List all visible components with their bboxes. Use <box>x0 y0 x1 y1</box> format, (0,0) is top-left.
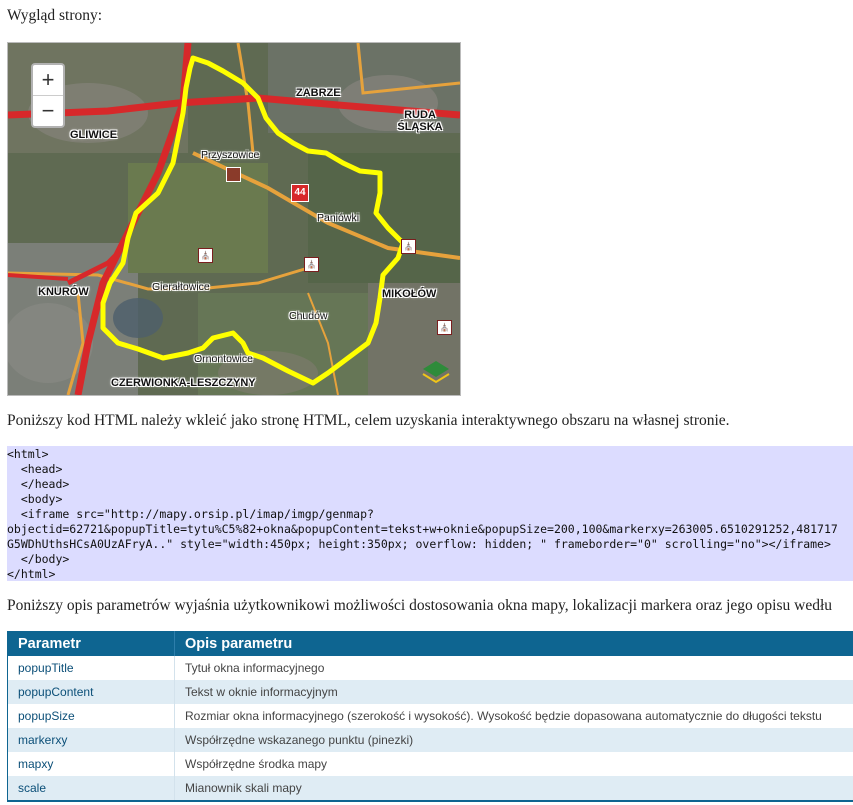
param-name: popupContent <box>8 680 175 704</box>
param-name: scale <box>8 776 175 801</box>
column-header-parameter: Parametr <box>8 631 175 656</box>
param-name: popupSize <box>8 704 175 728</box>
place-label-knurow: KNURÓW <box>38 286 89 298</box>
param-description: Tekst w oknie informacyjnym <box>175 680 853 704</box>
code-line: G5WDhUthsHCsA0UzAFryA.." style="width:450px; height:350px; overflow: hidden; " frameborder="0" scrolling="no"></iframe> <box>7 537 831 551</box>
table-row <box>8 704 853 728</box>
code-line: objectid=62721&popupTitle=tytu%C5%82+okna&popupContent=tekst+w+oknie&popupSize=200,100&markerxy=263005.6510291252,481717 <box>7 522 838 536</box>
code-line: </head> <box>7 477 70 491</box>
place-label-paniowki: Paniówki <box>317 212 360 224</box>
zoom-control <box>31 63 65 128</box>
column-header-description: Opis parametru <box>175 631 853 656</box>
code-line: <html> <box>7 447 49 461</box>
param-description: Współrzędne środka mapy <box>175 752 853 776</box>
code-line: <body> <box>7 492 63 506</box>
param-name: popupTitle <box>8 656 175 680</box>
code-line: </html> <box>7 567 56 581</box>
code-line: </body> <box>7 552 70 566</box>
church-icon: ⛪ <box>198 248 213 263</box>
place-label-czerwionka-leszczyny: CZERWIONKA-LESZCZYNY <box>111 377 256 389</box>
parameters-table <box>7 631 853 802</box>
table-row <box>8 656 853 680</box>
church-icon: ⛪ <box>437 320 452 335</box>
zoom-out-button[interactable]: − <box>33 95 63 126</box>
param-description: Rozmiar okna informacyjnego (szerokość i wysokość). Wysokość będzie dopasowana automatycznie do długości tekstu <box>175 704 853 728</box>
place-label-mikolow: MIKOŁÓW <box>382 288 437 300</box>
place-label-gieraltowice: Gierałtowice <box>152 281 210 293</box>
castle-icon <box>226 167 241 182</box>
code-block[interactable] <box>7 446 853 581</box>
road-number-shield: 44 <box>291 184 309 202</box>
table-row <box>8 776 853 801</box>
code-line: <iframe src="http://mapy.orsip.pl/imap/imgp/genmap? <box>7 507 374 521</box>
church-icon: ⛪ <box>401 239 416 254</box>
page-heading: Wygląd strony: <box>7 7 103 24</box>
map-preview[interactable] <box>7 42 461 396</box>
zoom-in-button[interactable]: + <box>41 67 55 92</box>
place-label-gliwice: GLIWICE <box>70 129 118 141</box>
church-icon: ⛪ <box>304 257 319 272</box>
place-label-ornontowice: Ornontowice <box>194 353 253 365</box>
param-description: Tytuł okna informacyjnego <box>175 656 853 680</box>
table-row <box>8 728 853 752</box>
map-imagery <box>8 43 460 395</box>
param-name: mapxy <box>8 752 175 776</box>
param-description: Mianownik skali mapy <box>175 776 853 801</box>
params-description-text: Poniższy opis parametrów wyjaśnia użytkownikowi możliwości dostosowania okna mapy, lokalizacji markera oraz jego opisu wedłu <box>7 597 833 614</box>
table-row <box>8 752 853 776</box>
param-name: markerxy <box>8 728 175 752</box>
place-label-chudow: Chudów <box>289 310 328 322</box>
place-label-przyszowice: Przyszowice <box>201 149 260 161</box>
code-line: <head> <box>7 462 63 476</box>
intro-text: Poniższy kod HTML należy wkleić jako stronę HTML, celem uzyskania interaktywnego obszaru na własnej stronie. <box>7 412 730 429</box>
place-label-ruda-slaska: RUDA ŚLĄSKA <box>397 109 443 133</box>
param-description: Współrzędne wskazanego punktu (pinezki) <box>175 728 853 752</box>
place-label-zabrze: ZABRZE <box>296 87 341 99</box>
table-row <box>8 680 853 704</box>
